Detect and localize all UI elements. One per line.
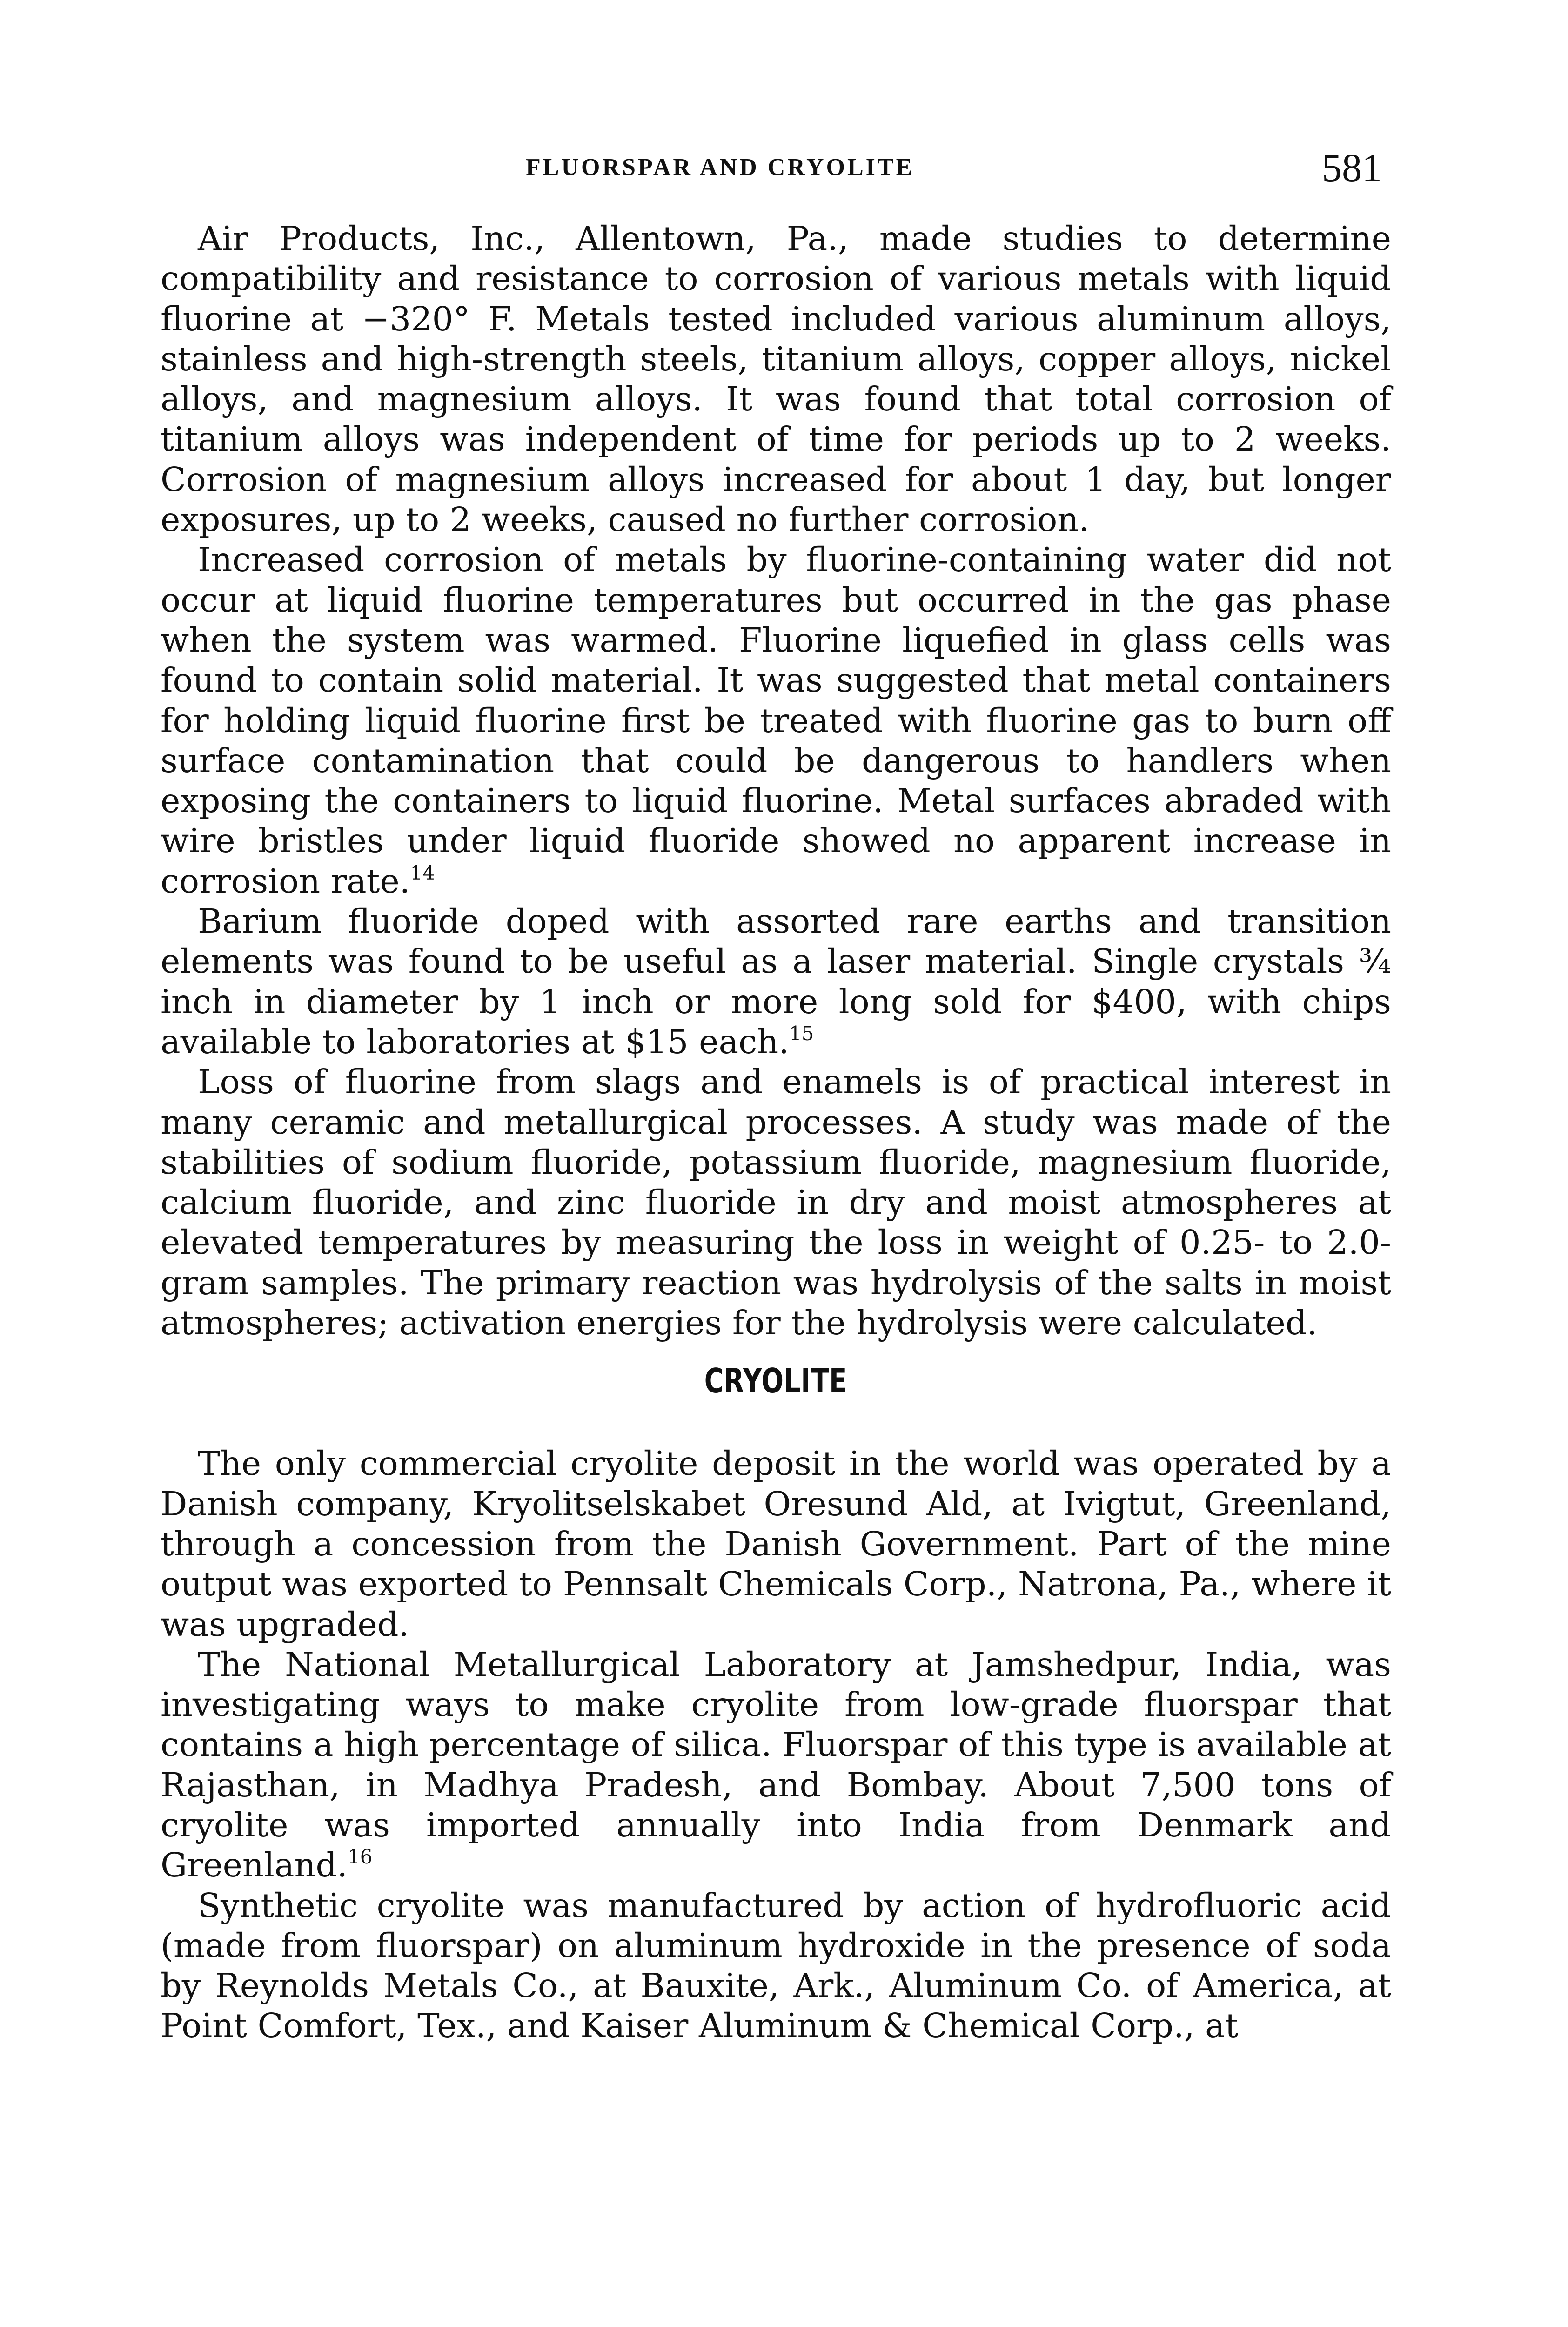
footnote-ref: 14: [410, 861, 435, 884]
paragraph: [161, 1444, 1391, 1644]
footnote-ref: 16: [348, 1845, 373, 1869]
page-header: [526, 144, 1382, 205]
paragraph: [161, 1062, 1391, 1343]
paragraph-text: Increased corrosion of metals by fluorine-containing water did not occur at liquid fluorine temperatures but occurred in the gas phase when the system was warmed. Fluorine liquefied in glass cells was found to contain solid material. It was suggested that metal containers for holding liquid fluorine first be treated with fluorine gas to burn off surface contamination that could be dangerous to handlers when exposing the containers to liquid fluorine. Metal surfaces abraded with wire bristles under liquid fluoride showed no apparent increase in corrosion rate.: [161, 540, 1391, 901]
paragraph-text: Barium fluoride doped with assorted rare earths and transition elements was found to be useful as a laser material. Single crystals ¾ inch in diameter by 1 inch or more long sold for $400, with chips available to laboratories at $15 each.: [161, 902, 1391, 1061]
paragraph: [161, 1886, 1391, 2046]
paragraph: [161, 1645, 1391, 1886]
paragraph: [161, 219, 1391, 540]
footnote-ref: 15: [789, 1022, 814, 1045]
paragraph-text: Air Products, Inc., Allentown, Pa., made studies to determine compatibility and resistance to corrosion of various metals with liquid fluorine at −320° F. Metals tested included various aluminum alloys, stainless and high-strength steels, titanium alloys, copper alloys, nickel alloys, and magnesium alloys. It was found that total corrosion of titanium alloys was independent of time for periods up to 2 weeks. Corrosion of magnesium alloys increased for about 1 day, but longer exposures, up to 2 weeks, caused no further corrosion.: [161, 219, 1391, 539]
paragraph-text: Synthetic cryolite was manufactured by action of hydrofluoric acid (made from fluorspar) on aluminum hydroxide in the presence of soda by Reynolds Metals Co., at Bauxite, Ark., Aluminum Co. of America, at Point Comfort, Tex., and Kaiser Aluminum & Chemical Corp., at: [161, 1886, 1391, 2045]
page-number: 581: [1322, 145, 1382, 190]
section-heading: CRYOLITE: [704, 1361, 848, 1401]
paragraph-text: Loss of fluorine from slags and enamels is of practical interest in many ceramic and metallurgical processes. A study was made of the stabilities of sodium fluoride, potassium fluoride, magnesium fluoride, calcium fluoride, and zinc fluoride in dry and moist atmospheres at elevated temperatures by measuring the loss in weight of 0.25- to 2.0-gram samples. The primary reaction was hydrolysis of the salts in moist atmospheres; activation energies for the hydrolysis were calculated.: [161, 1063, 1391, 1343]
paragraph-text: The National Metallurgical Laboratory at Jamshedpur, India, was investigating ways to make cryolite from low-grade fluorspar that contains a high percentage of silica. Fluorspar of this type is available at Rajasthan, in Madhya Pradesh, and Bombay. About 7,500 tons of cryolite was imported annually into India from Denmark and Greenland.: [161, 1645, 1391, 1885]
body-text: [161, 219, 1391, 2046]
running-head: FLUORSPAR AND CRYOLITE: [526, 154, 915, 181]
paragraph: [161, 901, 1391, 1062]
paragraph: [161, 540, 1391, 901]
paragraph-text: The only commercial cryolite deposit in the world was operated by a Danish company, Kryolitselskabet Oresund Ald, at Ivigtut, Greenland, through a concession from the Danish Government. Part of the mine output was exported to Pennsalt Chemicals Corp., Natrona, Pa., where it was upgraded.: [161, 1444, 1391, 1644]
